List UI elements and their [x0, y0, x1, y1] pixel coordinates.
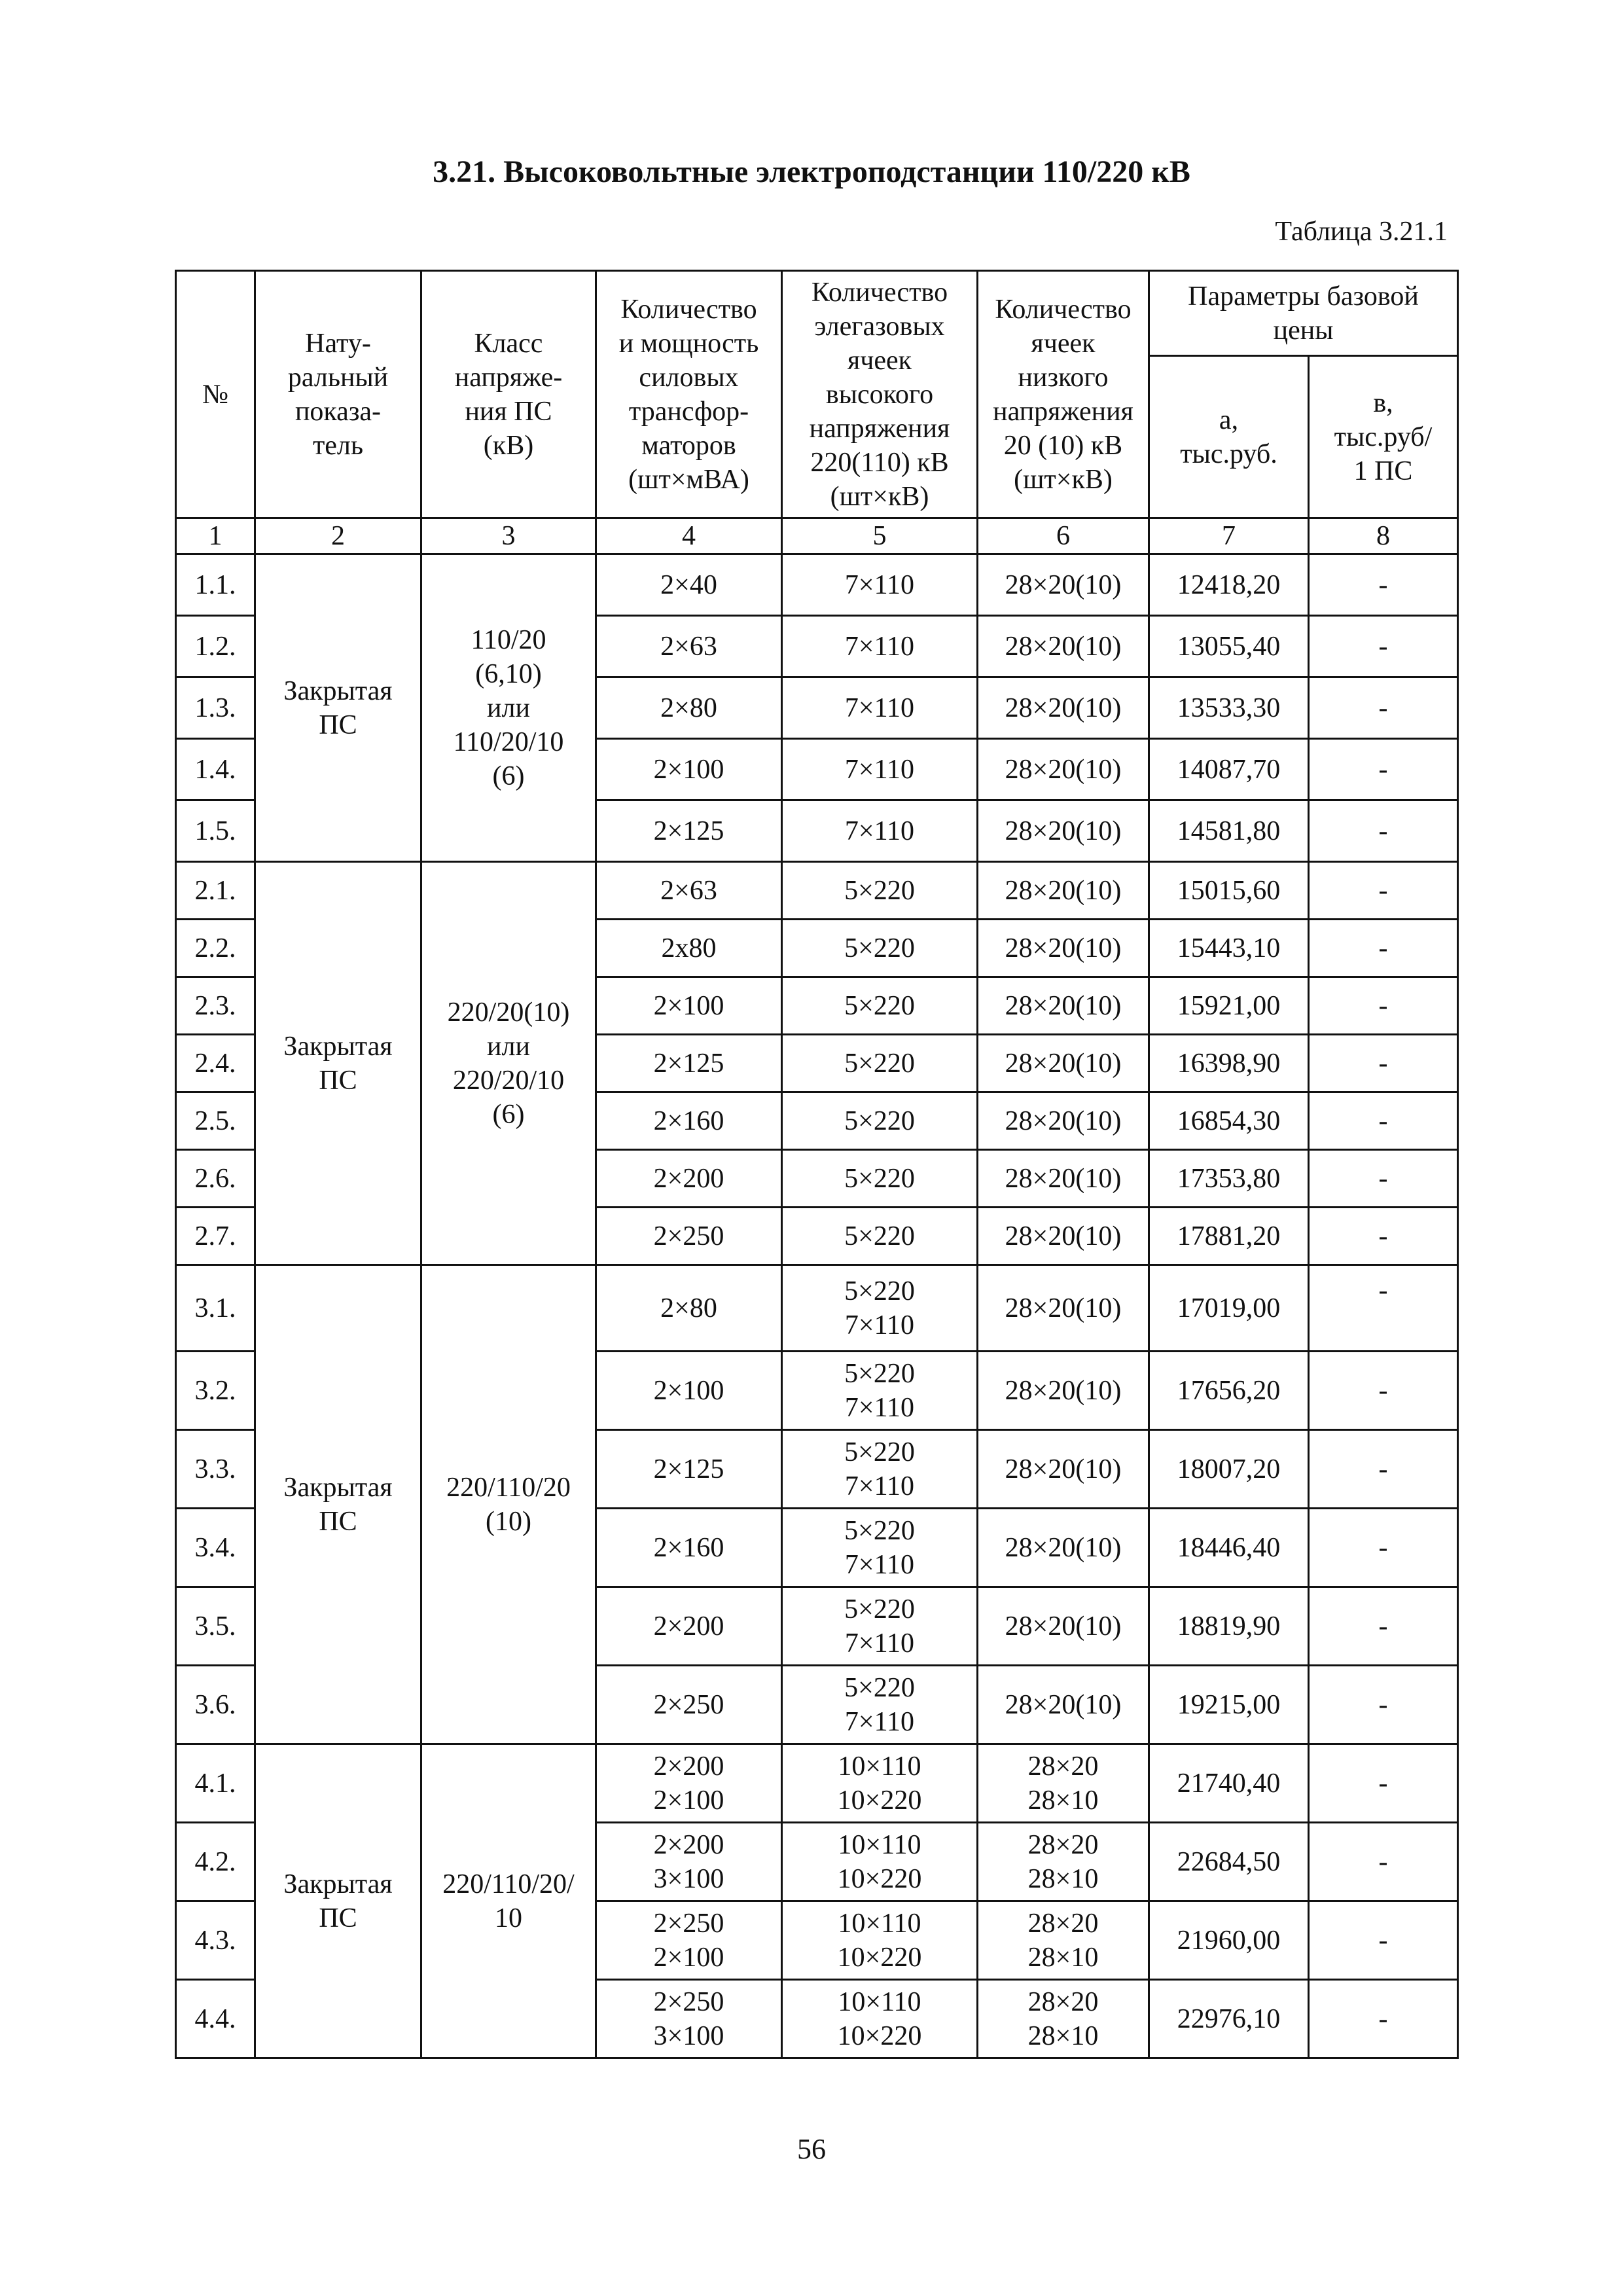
high-voltage-cell: 5×220 7×110 [782, 1587, 978, 1666]
header-transformers: Количество и мощность силовых трансфор- маторов (шт×мВА) [596, 271, 782, 518]
transformers-cell: 2×250 3×100 [596, 1980, 782, 2058]
transformers-cell: 2×63 [596, 862, 782, 920]
row-number: 1.5. [176, 800, 255, 862]
row-number: 2.1. [176, 862, 255, 920]
low-voltage-cell: 28×20(10) [978, 739, 1149, 800]
high-voltage-cell: 5×220 [782, 920, 978, 977]
low-voltage-cell: 28×20(10) [978, 920, 1149, 977]
price-b-cell: - [1309, 1509, 1458, 1587]
header-param-b: в, тыс.руб/ 1 ПС [1309, 356, 1458, 518]
high-voltage-cell: 5×220 7×110 [782, 1265, 978, 1352]
transformers-cell: 2×200 [596, 1587, 782, 1666]
transformers-cell: 2×100 [596, 1352, 782, 1430]
price-a-cell: 16398,90 [1149, 1035, 1309, 1092]
price-a-cell: 15015,60 [1149, 862, 1309, 920]
high-voltage-cell: 5×220 [782, 1092, 978, 1150]
page-title: 3.21. Высоковольтные электроподстанции 110/220 кВ [433, 154, 1190, 189]
price-b-cell: - [1309, 977, 1458, 1035]
high-voltage-cell: 10×110 10×220 [782, 1744, 978, 1823]
low-voltage-cell: 28×20 28×10 [978, 1744, 1149, 1823]
high-voltage-cell: 5×220 [782, 977, 978, 1035]
price-b-cell: - [1309, 616, 1458, 677]
data-table [175, 270, 1459, 2059]
low-voltage-cell: 28×20(10) [978, 1509, 1149, 1587]
low-voltage-cell: 28×20(10) [978, 677, 1149, 739]
transformers-cell: 2х80 [596, 920, 782, 977]
voltage-class: 220/20(10) или 220/20/10 (6) [421, 862, 596, 1265]
high-voltage-cell: 5×220 [782, 862, 978, 920]
price-b-cell: - [1309, 1823, 1458, 1901]
price-a-cell: 21740,40 [1149, 1744, 1309, 1823]
low-voltage-cell: 28×20(10) [978, 1666, 1149, 1744]
price-a-cell: 16854,30 [1149, 1092, 1309, 1150]
row-number: 3.2. [176, 1352, 255, 1430]
row-number: 2.3. [176, 977, 255, 1035]
low-voltage-cell: 28×20(10) [978, 1208, 1149, 1265]
transformers-cell: 2×250 2×100 [596, 1901, 782, 1980]
low-voltage-cell: 28×20 28×10 [978, 1823, 1149, 1901]
high-voltage-cell: 5×220 7×110 [782, 1666, 978, 1744]
price-a-cell: 15921,00 [1149, 977, 1309, 1035]
high-voltage-cell: 7×110 [782, 677, 978, 739]
price-b-cell: - [1309, 739, 1458, 800]
transformers-cell: 2×125 [596, 1430, 782, 1509]
price-a-cell: 15443,10 [1149, 920, 1309, 977]
header-indicator: Нату- ральный показа- тель [255, 271, 421, 518]
header-voltage-class: Класс напряже- ния ПС (кВ) [421, 271, 596, 518]
column-number: 3 [421, 518, 596, 554]
header-high-voltage-cells: Количество элегазовых ячеек высокого напряжения 220(110) кВ (шт×кВ) [782, 271, 978, 518]
low-voltage-cell: 28×20 28×10 [978, 1901, 1149, 1980]
row-number: 1.3. [176, 677, 255, 739]
low-voltage-cell: 28×20(10) [978, 977, 1149, 1035]
column-number: 8 [1309, 518, 1458, 554]
table-row [176, 554, 1458, 616]
high-voltage-cell: 5×220 7×110 [782, 1430, 978, 1509]
transformers-cell: 2×100 [596, 977, 782, 1035]
natural-indicator: Закрытая ПС [255, 862, 421, 1265]
low-voltage-cell: 28×20 28×10 [978, 1980, 1149, 2058]
table-body [176, 554, 1458, 2058]
price-a-cell: 21960,00 [1149, 1901, 1309, 1980]
low-voltage-cell: 28×20(10) [978, 862, 1149, 920]
row-number: 3.1. [176, 1265, 255, 1352]
price-b-cell: - [1309, 1208, 1458, 1265]
transformers-cell: 2×200 [596, 1150, 782, 1208]
voltage-class: 110/20 (6,10) или 110/20/10 (6) [421, 554, 596, 862]
low-voltage-cell: 28×20(10) [978, 1092, 1149, 1150]
natural-indicator: Закрытая ПС [255, 554, 421, 862]
high-voltage-cell: 10×110 10×220 [782, 1901, 978, 1980]
row-number: 3.6. [176, 1666, 255, 1744]
price-a-cell: 14087,70 [1149, 739, 1309, 800]
price-a-cell: 13055,40 [1149, 616, 1309, 677]
row-number: 2.6. [176, 1150, 255, 1208]
transformers-cell: 2×63 [596, 616, 782, 677]
voltage-class: 220/110/20 (10) [421, 1265, 596, 1744]
transformers-cell: 2×160 [596, 1509, 782, 1587]
low-voltage-cell: 28×20(10) [978, 616, 1149, 677]
price-b-cell: - [1309, 554, 1458, 616]
table-row [176, 1265, 1458, 1352]
row-number: 1.4. [176, 739, 255, 800]
low-voltage-cell: 28×20(10) [978, 1150, 1149, 1208]
header-param-a: а, тыс.руб. [1149, 356, 1309, 518]
price-b-cell: - [1309, 1035, 1458, 1092]
high-voltage-cell: 7×110 [782, 739, 978, 800]
column-number: 6 [978, 518, 1149, 554]
row-number: 1.2. [176, 616, 255, 677]
transformers-cell: 2×200 3×100 [596, 1823, 782, 1901]
row-number: 2.4. [176, 1035, 255, 1092]
transformers-cell: 2×125 [596, 1035, 782, 1092]
column-number: 1 [176, 518, 255, 554]
low-voltage-cell: 28×20(10) [978, 1587, 1149, 1666]
column-number: 4 [596, 518, 782, 554]
price-b-cell: - [1309, 1430, 1458, 1509]
column-number: 2 [255, 518, 421, 554]
table-label: Таблица 3.21.1 [1275, 217, 1448, 247]
low-voltage-cell: 28×20(10) [978, 1352, 1149, 1430]
row-number: 3.4. [176, 1509, 255, 1587]
transformers-cell: 2×80 [596, 1265, 782, 1352]
row-number: 4.3. [176, 1901, 255, 1980]
price-b-cell: - [1309, 1587, 1458, 1666]
price-b-cell: - [1309, 1980, 1458, 2058]
transformers-cell: 2×200 2×100 [596, 1744, 782, 1823]
high-voltage-cell: 5×220 7×110 [782, 1509, 978, 1587]
voltage-class: 220/110/20/ 10 [421, 1744, 596, 2058]
transformers-cell: 2×100 [596, 739, 782, 800]
header-number: № [176, 271, 255, 518]
high-voltage-cell: 7×110 [782, 554, 978, 616]
transformers-cell: 2×160 [596, 1092, 782, 1150]
table-row [176, 862, 1458, 920]
row-number: 1.1. [176, 554, 255, 616]
price-a-cell: 22684,50 [1149, 1823, 1309, 1901]
price-a-cell: 17656,20 [1149, 1352, 1309, 1430]
price-a-cell: 17881,20 [1149, 1208, 1309, 1265]
low-voltage-cell: 28×20(10) [978, 554, 1149, 616]
low-voltage-cell: 28×20(10) [978, 1265, 1149, 1352]
price-b-cell: - [1309, 920, 1458, 977]
transformers-cell: 2×250 [596, 1208, 782, 1265]
header-low-voltage-cells: Количество ячеек низкого напряжения 20 (10) кВ (шт×кВ) [978, 271, 1149, 518]
price-a-cell: 17019,00 [1149, 1265, 1309, 1352]
high-voltage-cell: 5×220 [782, 1208, 978, 1265]
natural-indicator: Закрытая ПС [255, 1744, 421, 2058]
column-number: 5 [782, 518, 978, 554]
price-a-cell: 12418,20 [1149, 554, 1309, 616]
low-voltage-cell: 28×20(10) [978, 1430, 1149, 1509]
transformers-cell: 2×40 [596, 554, 782, 616]
page-number: 56 [797, 2133, 826, 2165]
row-number: 4.1. [176, 1744, 255, 1823]
price-a-cell: 13533,30 [1149, 677, 1309, 739]
low-voltage-cell: 28×20(10) [978, 1035, 1149, 1092]
natural-indicator: Закрытая ПС [255, 1265, 421, 1744]
header-base-price-params: Параметры базовой цены [1149, 271, 1458, 356]
row-number: 3.3. [176, 1430, 255, 1509]
row-number: 3.5. [176, 1587, 255, 1666]
price-b-cell: - [1309, 862, 1458, 920]
price-b-cell: - [1309, 1901, 1458, 1980]
column-number: 7 [1149, 518, 1309, 554]
column-number-row [176, 518, 1458, 554]
price-a-cell: 18819,90 [1149, 1587, 1309, 1666]
price-b-cell: - [1309, 677, 1458, 739]
price-b-cell: - [1309, 800, 1458, 862]
price-a-cell: 17353,80 [1149, 1150, 1309, 1208]
transformers-cell: 2×250 [596, 1666, 782, 1744]
high-voltage-cell: 10×110 10×220 [782, 1980, 978, 2058]
row-number: 4.2. [176, 1823, 255, 1901]
price-b-cell: - [1309, 1666, 1458, 1744]
row-number: 2.7. [176, 1208, 255, 1265]
row-number: 2.2. [176, 920, 255, 977]
transformers-cell: 2×80 [596, 677, 782, 739]
price-a-cell: 19215,00 [1149, 1666, 1309, 1744]
high-voltage-cell: 5×220 7×110 [782, 1352, 978, 1430]
transformers-cell: 2×125 [596, 800, 782, 862]
price-a-cell: 22976,10 [1149, 1980, 1309, 2058]
price-a-cell: 18446,40 [1149, 1509, 1309, 1587]
price-a-cell: 14581,80 [1149, 800, 1309, 862]
high-voltage-cell: 5×220 [782, 1035, 978, 1092]
row-number: 2.5. [176, 1092, 255, 1150]
high-voltage-cell: 7×110 [782, 616, 978, 677]
price-b-cell: - [1309, 1265, 1458, 1352]
price-b-cell: - [1309, 1744, 1458, 1823]
price-b-cell: - [1309, 1150, 1458, 1208]
table-row [176, 1744, 1458, 1823]
price-a-cell: 18007,20 [1149, 1430, 1309, 1509]
price-b-cell: - [1309, 1092, 1458, 1150]
low-voltage-cell: 28×20(10) [978, 800, 1149, 862]
high-voltage-cell: 7×110 [782, 800, 978, 862]
price-b-cell: - [1309, 1352, 1458, 1430]
high-voltage-cell: 10×110 10×220 [782, 1823, 978, 1901]
row-number: 4.4. [176, 1980, 255, 2058]
high-voltage-cell: 5×220 [782, 1150, 978, 1208]
